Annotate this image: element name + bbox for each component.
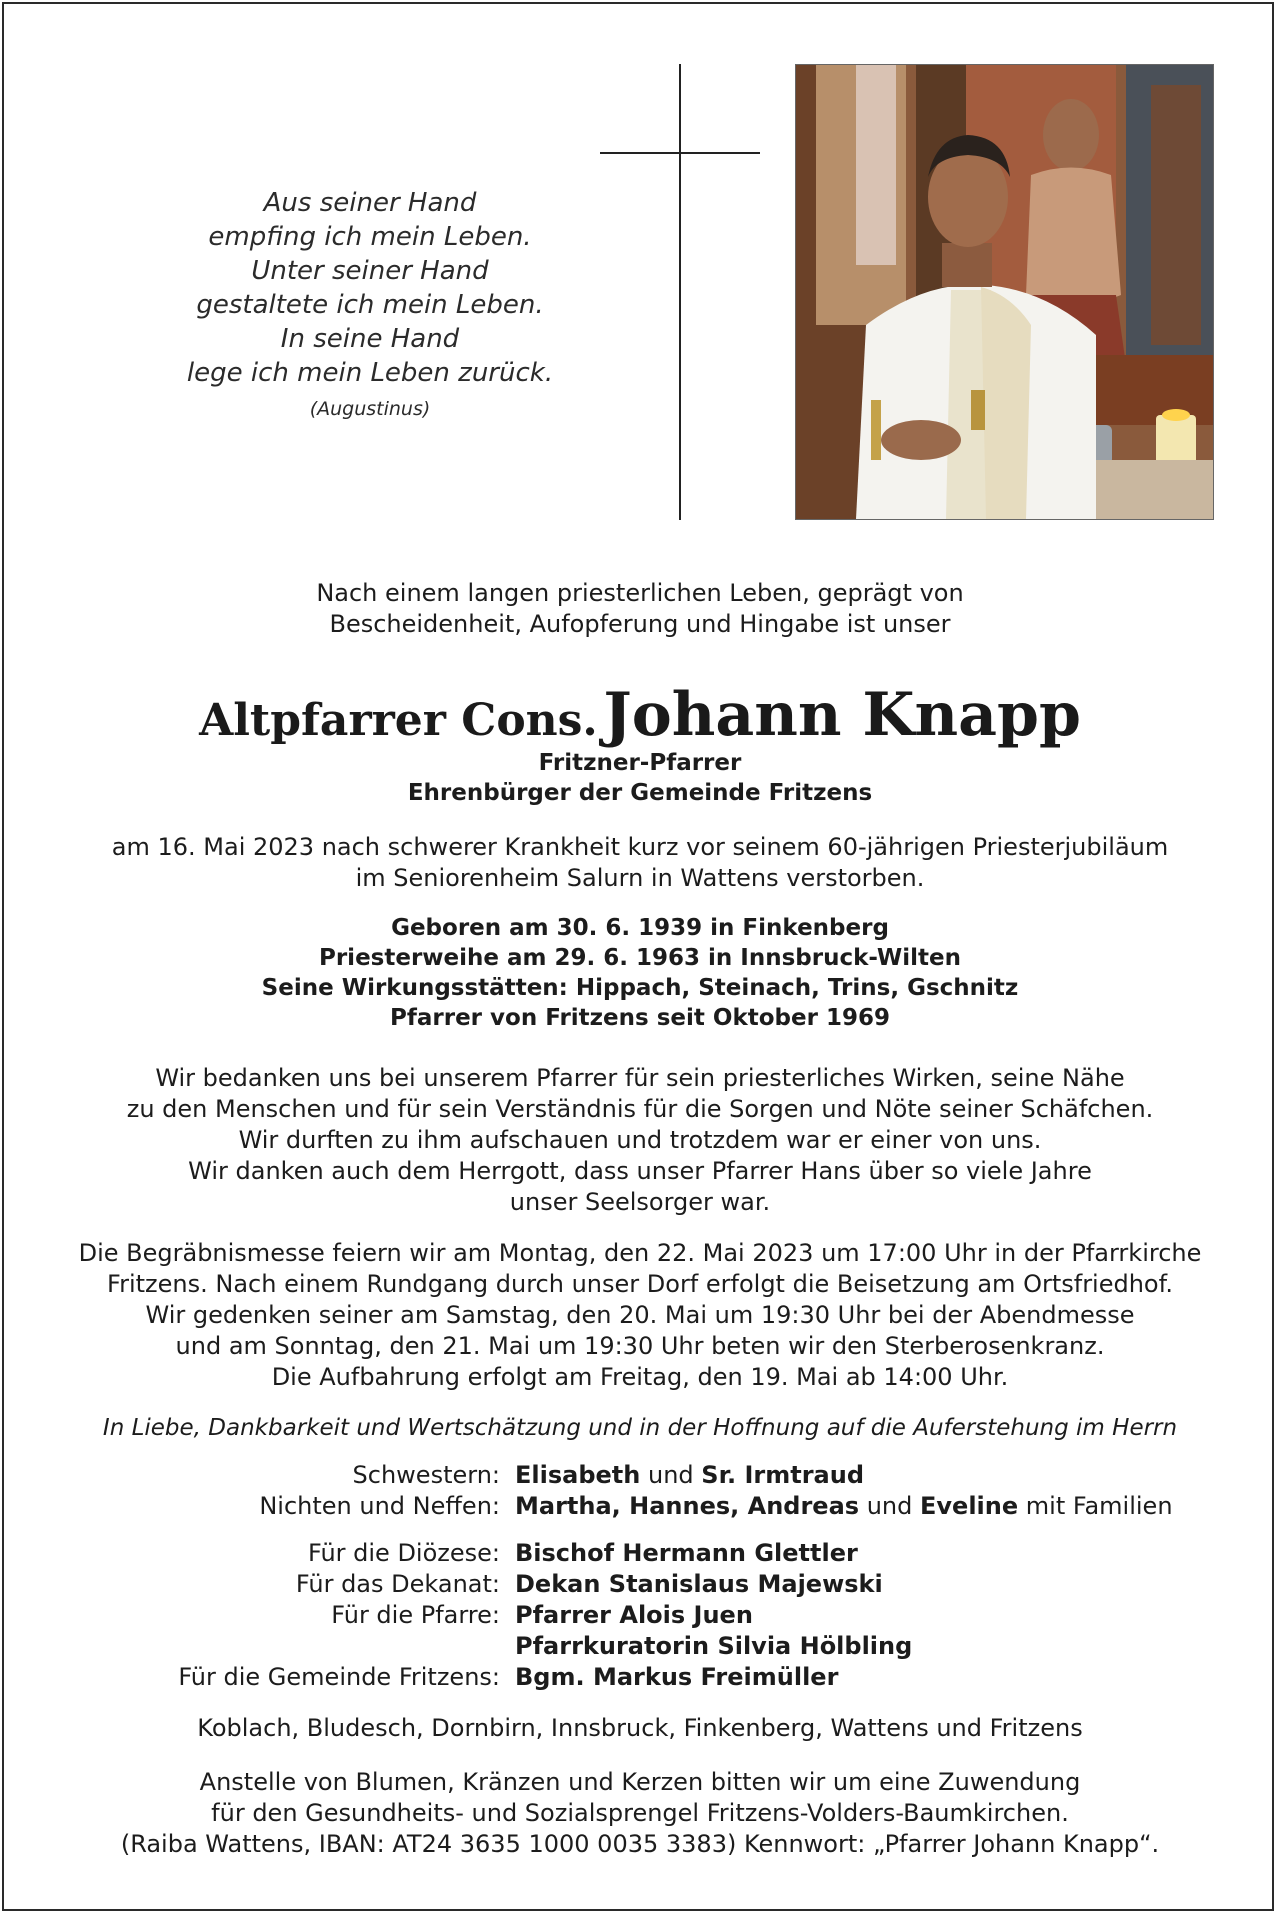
official-row-municipality bbox=[60, 1662, 1220, 1693]
places-line: Koblach, Bludesch, Dornbirn, Innsbruck, Finkenberg, Wattens und Fritzens bbox=[197, 1714, 1083, 1742]
funeral-line: Die Begräbnismesse feiern wir am Montag, den 22. Mai 2023 um 17:00 Uhr in der Pfarrkirche bbox=[78, 1239, 1202, 1267]
funeral-line: Fritzens. Nach einem Rundgang durch unser Dorf erfolgt die Beisetzung am Ortsfriedhof. bbox=[107, 1270, 1173, 1298]
thanks-line: unser Seelsorger war. bbox=[509, 1188, 771, 1216]
fact-line: Geboren am 30. 6. 1939 in Finkenberg bbox=[391, 915, 889, 941]
official-label: Für die Diözese: bbox=[307, 1539, 500, 1567]
cross-icon-bar bbox=[600, 152, 760, 154]
donation-line: Anstelle von Blumen, Kränzen und Kerzen bitten wir um eine Zuwendung bbox=[199, 1768, 1081, 1796]
official-row-deanery bbox=[60, 1569, 1220, 1600]
donation-line: (Raiba Wattens, IBAN: AT24 3635 1000 0035 3383) Kennwort: „Pfarrer Johann Knapp“. bbox=[120, 1830, 1160, 1858]
thanks-line: Wir danken auch dem Herrgott, dass unser Pfarrer Hans über so viele Jahre bbox=[188, 1157, 1092, 1185]
cross-icon bbox=[679, 64, 681, 520]
family-row-siblings bbox=[60, 1460, 1220, 1491]
official-label: Für die Pfarre: bbox=[331, 1601, 500, 1629]
official-value: Bischof Hermann Glettler bbox=[515, 1539, 858, 1567]
thanks-line: Wir bedanken uns bei unserem Pfarrer für sein priesterliches Wirken, seine Nähe bbox=[155, 1064, 1125, 1092]
quote-line: gestaltete ich mein Leben. bbox=[196, 290, 544, 320]
life-facts bbox=[40, 913, 1240, 1033]
death-line: im Seniorenheim Salurn in Wattens verstorben. bbox=[355, 864, 925, 892]
officials-list bbox=[60, 1538, 1220, 1693]
quote-line: empfing ich mein Leben. bbox=[208, 222, 532, 252]
intro-line: Bescheidenheit, Aufopferung und Hingabe ist unser bbox=[329, 610, 951, 638]
family-list bbox=[60, 1460, 1220, 1522]
funeral-line: Die Aufbahrung erfolgt am Freitag, den 19. Mai ab 14:00 Uhr. bbox=[271, 1363, 1009, 1391]
family-label: Nichten und Neffen: bbox=[259, 1492, 500, 1520]
family-label: Schwestern: bbox=[352, 1461, 500, 1489]
death-notice bbox=[40, 832, 1240, 894]
thanks-line: Wir durften zu ihm aufschauen und trotzdem war er einer von uns. bbox=[238, 1126, 1042, 1154]
funeral-line: Wir gedenken seiner am Samstag, den 20. Mai um 19:30 Uhr bei der Abendmesse bbox=[145, 1301, 1135, 1329]
love-dedication: In Liebe, Dankbarkeit und Wertschätzung und in der Hoffnung auf die Auferstehung im Herrn bbox=[102, 1415, 1178, 1441]
family-value: Elisabeth und Sr. Irmtraud bbox=[515, 1461, 864, 1489]
memorial-quote bbox=[150, 186, 590, 424]
intro-text bbox=[40, 578, 1240, 640]
fact-line: Seine Wirkungsstätten: Hippach, Steinach, Trins, Gschnitz bbox=[261, 975, 1019, 1001]
quote-line: In seine Hand bbox=[280, 324, 460, 354]
intro-line: Nach einem langen priesterlichen Leben, geprägt von bbox=[316, 579, 964, 607]
funeral-line: und am Sonntag, den 21. Mai um 19:30 Uhr beten wir den Sterberosenkranz. bbox=[175, 1332, 1105, 1360]
official-value: Pfarrer Alois Juen Pfarrkuratorin Silvia Hölbling bbox=[515, 1601, 913, 1660]
fact-line: Pfarrer von Fritzens seit Oktober 1969 bbox=[390, 1005, 890, 1031]
official-row-parish bbox=[60, 1600, 1220, 1662]
quote-source: (Augustinus) bbox=[309, 398, 431, 420]
donation-notice bbox=[40, 1767, 1240, 1860]
official-row-diocese bbox=[60, 1538, 1220, 1569]
official-value: Bgm. Markus Freimüller bbox=[515, 1663, 839, 1691]
funeral-details bbox=[40, 1238, 1240, 1393]
deceased-name bbox=[40, 680, 1240, 750]
title-line: Ehrenbürger der Gemeinde Fritzens bbox=[407, 780, 873, 806]
official-label: Für die Gemeinde Fritzens: bbox=[178, 1663, 500, 1691]
fact-line: Priesterweihe am 29. 6. 1963 in Innsbruck-Wilten bbox=[318, 945, 962, 971]
thanks-paragraph bbox=[40, 1063, 1240, 1218]
portrait-photo bbox=[795, 64, 1214, 520]
donation-line: für den Gesundheits- und Sozialsprengel Fritzens-Volders-Baumkirchen. bbox=[211, 1799, 1069, 1827]
deceased-title: Altpfarrer Cons. bbox=[199, 695, 598, 746]
thanks-line: zu den Menschen und für sein Verständnis für die Sorgen und Nöte seiner Schäfchen. bbox=[126, 1095, 1154, 1123]
title-line: Fritzner-Pfarrer bbox=[538, 750, 742, 776]
family-value: Martha, Hannes, Andreas und Eveline mit Familien bbox=[515, 1492, 1173, 1520]
honorary-titles bbox=[40, 748, 1240, 808]
death-line: am 16. Mai 2023 nach schwerer Krankheit kurz vor seinem 60-jährigen Priesterjubiläum bbox=[111, 833, 1169, 861]
deceased-full-name: Johann Knapp bbox=[603, 680, 1081, 750]
quote-line: Aus seiner Hand bbox=[263, 188, 477, 218]
family-row-nieces bbox=[60, 1491, 1220, 1522]
quote-line: lege ich mein Leben zurück. bbox=[186, 358, 554, 388]
official-value: Dekan Stanislaus Majewski bbox=[515, 1570, 883, 1598]
quote-line: Unter seiner Hand bbox=[251, 256, 489, 286]
official-label: Für das Dekanat: bbox=[295, 1570, 500, 1598]
